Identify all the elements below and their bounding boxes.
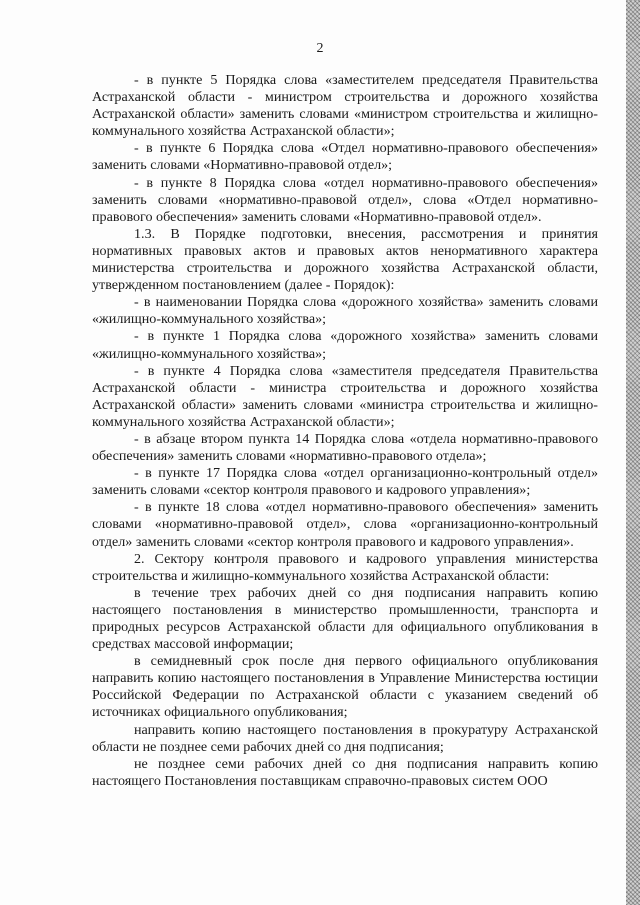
- paragraph: - в пункте 4 Порядка слова «заместителя председателя Правительства Астраханской области - министра строительства и дорожного хозяйства Астраханской области» заменить словами «министра строительства и жилищно-коммунального хозяйства Астраханской области»;: [92, 362, 598, 430]
- paragraph: в течение трех рабочих дней со дня подписания направить копию настоящего постановления в министерство промышленности, транспорта и природных ресурсов Астраханской области для официального опубликования в средствах массовой информации;: [92, 584, 598, 653]
- paragraph: - в пункте 1 Порядка слова «дорожного хозяйства» заменить словами «жилищно-коммунального хозяйства»;: [92, 328, 598, 362]
- page-number: 2: [316, 41, 324, 56]
- paragraph: - в пункте 6 Порядка слова «Отдел нормативно-правового обеспечения» заменить словами «Нормативно-правовой отдел»;: [92, 140, 598, 174]
- paragraph: - в абзаце втором пункта 14 Порядка слова «отдела нормативно-правового обеспечения» заменить словами «нормативно-правового отдела»;: [92, 430, 598, 465]
- paragraph: - в пункте 5 Порядка слова «заместителем председателя Правительства Астраханской области - министром строительства и дорожного хозяйства Астраханской области» заменить словами «министром строительства и жилищно-коммунального хозяйства Астраханской области»;: [92, 72, 598, 140]
- paragraph: в семидневный срок после дня первого официального опубликования направить копию настоящего постановления в Управление Министерства юстиции Российской Федерации по Астраханской области с указанием сведений об источниках официального опубликования;: [92, 653, 598, 721]
- paragraph: - в пункте 18 слова «отдел нормативно-правового обеспечения» заменить словами «нормативно-правовой отдел», слова «организационно-контрольный отдел» заменить словами «сектор контроля правового и кадрового управления».: [92, 499, 598, 550]
- paragraph: - в пункте 8 Порядка слова «отдел нормативно-правового обеспечения» заменить словами «нормативно-правовой отдел», слова «Отдел нормативно-правового обеспечения» заменить словами «Нормативно-правовой отдел».: [92, 174, 598, 225]
- scan-edge-strip: [626, 0, 640, 905]
- paragraph: - в наименовании Порядка слова «дорожного хозяйства» заменить словами «жилищно-коммунального хозяйства»;: [92, 294, 598, 328]
- paragraph: 2. Сектору контроля правового и кадрового управления министерства строительства и жилищно-коммунального хозяйства Астраханской области:: [92, 550, 598, 584]
- document-body: [92, 72, 598, 790]
- paragraph: - в пункте 17 Порядка слова «отдел организационно-контрольный отдел» заменить словами «сектор контроля правового и кадрового управления»;: [92, 465, 598, 499]
- paragraph: 1.3. В Порядке подготовки, внесения, рассмотрения и принятия нормативных правовых актов и правовых актов ненормативного характера министерства строительства и дорожного хозяйства Астраханской области, утвержденном постановлением (далее - Порядок):: [92, 225, 598, 294]
- paragraph: направить копию настоящего постановления в прокуратуру Астраханской области не позднее семи рабочих дней со дня подписания;: [92, 721, 598, 755]
- paragraph: не позднее семи рабочих дней со дня подписания направить копию настоящего Постановления поставщикам справочно-правовых систем ООО: [92, 755, 598, 789]
